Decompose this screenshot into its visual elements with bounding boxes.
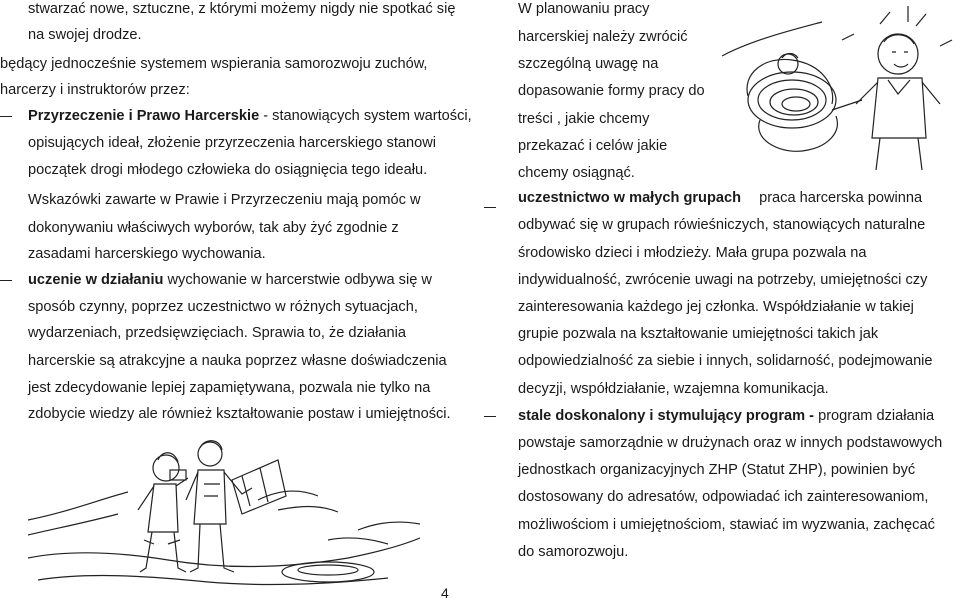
bullet-dash xyxy=(484,207,496,208)
lead-line-2: harcerzy i instruktorów przez: xyxy=(0,82,190,98)
item3-line-1 xyxy=(518,189,922,207)
planning-line-3: szczególną uwagę na xyxy=(518,56,659,72)
item4-term: stale doskonalony i stymulujący program - xyxy=(518,408,815,424)
planning-line-6: przekazać i celów jakie xyxy=(518,138,668,154)
item4-line-1-rest: program działania xyxy=(818,408,935,424)
item2-line-1 xyxy=(28,271,432,289)
page-number: 4 xyxy=(441,585,449,601)
item4-line-2: powstaje samorządnie w drużynach oraz w innych podstawowych xyxy=(518,435,943,451)
item3-line-7: odpowiedzialność za siebie i innych, solidarność, podejmowanie xyxy=(518,353,933,369)
item4-line-6: do samorozwoju. xyxy=(518,544,629,560)
item1-line-2: opisujących ideał, złożenie przyrzeczenia harcerskiego stanowi xyxy=(28,135,437,151)
item2-line-5: jest zdecydowanie lepiej zapamiętywana, pozwala nie tylko na xyxy=(28,380,431,396)
item1-line-4: Wskazówki zawarte w Prawie i Przyrzeczeniu mają pomóc w xyxy=(28,192,421,208)
planning-line-2: harcerskiej należy zwrócić xyxy=(518,29,688,45)
item2-line-1-rest: wychowanie w harcerstwie odbywa się w xyxy=(167,272,432,288)
item1-term: Przyrzeczenie i Prawo Harcerskie xyxy=(28,108,260,124)
item2-term: uczenie w działaniu xyxy=(28,272,164,288)
item2-line-2: sposób czynny, poprzez uczestnictwo w różnych sytuacjach, xyxy=(28,299,418,315)
planning-line-1 xyxy=(518,0,698,18)
item1-line-6: zasadami harcerskiego wychowania. xyxy=(28,246,266,262)
planning-line-4: dopasowanie formy pracy do xyxy=(518,83,705,99)
item1-line-5: dokonywaniu właściwych wyborów, tak aby żyć zgodnie z xyxy=(28,220,399,236)
item2-line-4: harcerskie są atrakcyjne a nauka poprzez własne doświadczenia xyxy=(28,353,447,369)
item4-line-5: możliwościom i umiejętnościom, stawiać im wyzwania, zachęcać xyxy=(518,517,935,533)
intro-line-2: na swojej drodze. xyxy=(28,27,142,43)
bullet-dash xyxy=(0,116,12,117)
item1-line-3: początek drogi młodego człowieka do osiągnięcia tego ideału. xyxy=(28,162,428,178)
planning-line-7: chcemy osiągnąć. xyxy=(518,165,635,181)
hiking-scouts-illustration xyxy=(28,440,420,590)
item3-term: uczestnictwo w małych grupach xyxy=(518,190,742,206)
planning-line-1-text: W planowaniu pracy xyxy=(518,1,650,17)
item3-line-8: decyzji, współdziałanie, wzajemna komunikacja. xyxy=(518,381,829,397)
item3-line-3: środowisko dzieci i młodzieży. Mała grupa pozwala na xyxy=(518,245,867,261)
item3-line-5: zainteresowania każdego jej członka. Współdziałanie w takiej xyxy=(518,299,914,315)
item3-line-4: indywidualność, zwrócenie uwagi na potrzeby, umiejętności czy xyxy=(518,272,928,288)
item3-line-2: odbywać się w grupach rówieśniczych, stanowiących naturalne xyxy=(518,217,926,233)
item2-line-6: zdobycie wiedzy ale również kształtowanie postaw i umiejętności. xyxy=(28,406,451,422)
planning-line-5: treści , jakie chcemy xyxy=(518,111,650,127)
item1-line-1-rest: - stanowiących system wartości, xyxy=(259,108,472,124)
scout-with-rope-illustration xyxy=(712,0,960,172)
item3-line-1-rest: praca harcerska powinna xyxy=(759,190,923,206)
item3-line-6: grupie pozwala na kształtowanie umiejętności takich jak xyxy=(518,326,879,342)
intro-line-1: stwarzać nowe, sztuczne, z którymi możemy nigdy nie spotkać się xyxy=(28,1,456,17)
item4-line-1 xyxy=(518,407,934,425)
bullet-dash xyxy=(484,416,496,417)
bullet-dash xyxy=(0,280,12,281)
lead-line-1: będący jednocześnie systemem wspierania samorozwoju zuchów, xyxy=(0,56,428,72)
item4-line-4: dostosowany do adresatów, odpowiadać ich zainteresowaniom, xyxy=(518,489,929,505)
item2-line-3: wydarzeniach, przedsięwzięciach. Sprawia to, że działania xyxy=(28,325,407,341)
item4-line-3: jednostkach organizacyjnych ZHP (Statut ZHP), powinien być xyxy=(518,462,916,478)
item1-line-1 xyxy=(28,107,472,125)
